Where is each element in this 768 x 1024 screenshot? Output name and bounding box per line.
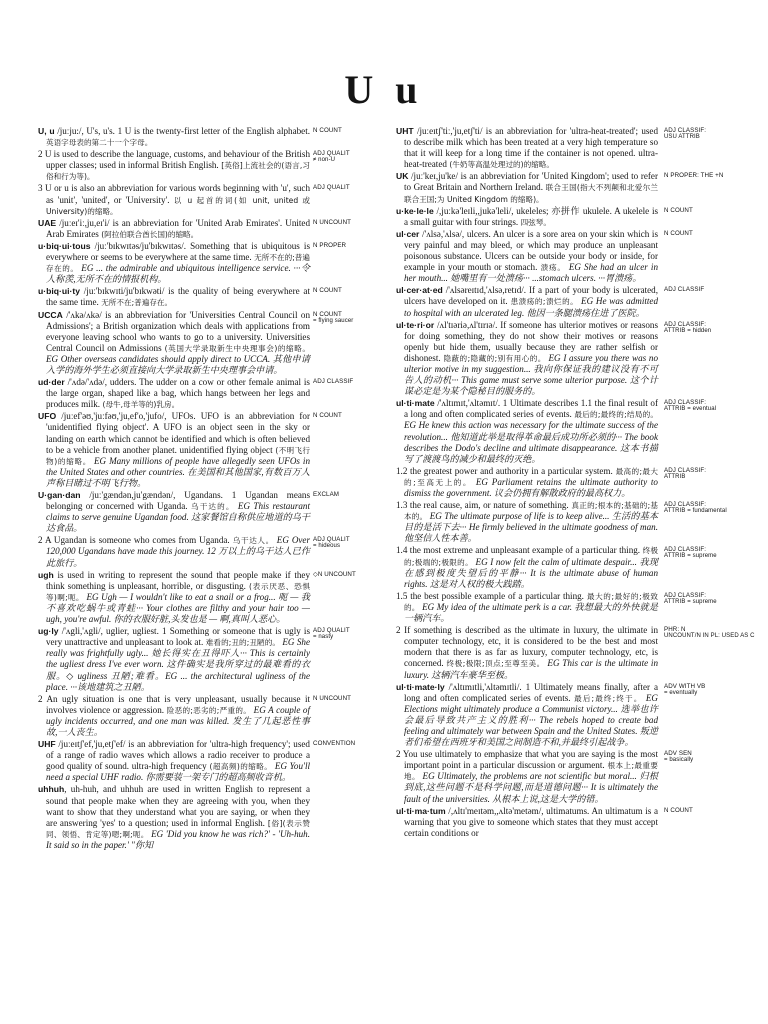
entry-definition: UFO is an abbreviation for 'unidentified flying object'. A UFO is an object seen in the sky or landing on earth which cannot be identified and which is often believed to be a vehicle from another planet. unidentified flying object (46, 411, 310, 455)
grammar-label (313, 695, 351, 702)
entry-translation: 患溃疡的;溃烂的。 (507, 297, 579, 307)
entry-translation: 英语字母表的第二十一个字母。 (46, 138, 153, 148)
entry-headword: UK (396, 171, 409, 182)
grammar-label-text: ADJ CLASSIF: (664, 546, 707, 553)
grammar-label (664, 399, 716, 414)
dictionary-entry (396, 591, 658, 624)
entry-definition: An ultimatum is a warning that you give to someone which states that they must accept certain conditions or (404, 805, 658, 838)
entry-translation: 无所不在;普遍存在。 (98, 298, 173, 308)
entry-headword: uhhuh (38, 784, 65, 795)
entry-translation: 根本上;最重要地。 (404, 761, 658, 782)
grammar-label-text: EXCLAM (313, 491, 340, 498)
right-grammar-margin (664, 126, 755, 1022)
entry-headword: U, u (38, 126, 55, 136)
grammar-label (313, 536, 350, 551)
entry-definition: are used in written English to represent a sound that people make when they are agreeing with you, when they want to show that they understand what you are saying, or when they are answering 'yes' to a question; used in informal English. (46, 784, 310, 828)
dictionary-entry (38, 784, 310, 851)
entry-example: EG The ultimate purpose of life is to keep alive... 生活的基本目的是活下去··· He firmly believed in the ultimate goodness of man. 他坚信人性本善。 (404, 511, 658, 544)
grammar-label-text: ADV SEN (664, 750, 692, 757)
dictionary-entry (38, 626, 310, 693)
entry-pronunciation: /'ʌltɪmɪtli,'ʌltəmɪtli/. (444, 681, 522, 692)
grammar-label-text: N PROPER (313, 242, 347, 249)
entry-example: EG Ultimately, the problems are not scientific but moral... 归根到底,这些问题不是科学问题,而是道德问题··· It is ultimately the fault of the universities. 从根本上说,这是大学的错。 (404, 771, 659, 804)
right-column (396, 126, 658, 1022)
entry-definition: 2 U is used to describe the language, customs, and behaviour of the British upper classes; used in informal British English. (38, 149, 310, 171)
grammar-label (313, 378, 353, 385)
entry-definition: 1.4 the most extreme and unpleasant example of a particular thing. (396, 545, 641, 556)
grammar-label-text: ADJ CLASSIF: (664, 592, 707, 599)
entry-headword: u·biq·ui·tous (38, 240, 91, 251)
entry-pronunciation: /juːeɪtʃ'ef,'ju,etʃ'ef/ (55, 739, 126, 750)
entry-headword: UFO (38, 411, 57, 422)
dictionary-entry (396, 320, 658, 398)
entry-definition: 2 A Ugandan is someone who comes from Uganda. (38, 535, 230, 546)
entry-definition: is an abbreviation for 'ultra-high frequency'; used of a range of radio waves which allows a radio receiver to produce a good quality of sound. ultra-high frequency (46, 739, 310, 772)
entry-pronunciation: /juː'keɪ,ju'ke/ (408, 171, 458, 182)
entry-translation: 乌干达人。 (229, 536, 274, 546)
entry-pronunciation: /'ʌlsə,'ʌlsə/, ulcers. (419, 228, 491, 239)
grammar-label (664, 230, 693, 237)
entry-translation: (牛奶等高温处理过的)的缩略。 (446, 160, 554, 170)
entry-translation: 溃疡。 (537, 263, 566, 273)
grammar-label-text: ADJ QUALIT (313, 627, 350, 634)
grammar-label (664, 626, 755, 641)
entry-headword: ul·cer (396, 228, 420, 239)
entry-translation: 乌干达的。 (187, 502, 235, 512)
grammar-label-text: N UNCOUNT (313, 695, 352, 702)
left-column (38, 126, 310, 1022)
grammar-label-note: ≠ non-U (313, 157, 336, 164)
entry-pronunciation: /'ʌgli,'ʌgli/, uglier, ugliest. (58, 626, 159, 637)
grammar-label-note: = basically (664, 757, 694, 764)
grammar-label-text: N COUNT (664, 230, 693, 237)
grammar-label (664, 807, 693, 814)
grammar-label-text: PHR: N (664, 626, 686, 633)
entry-definition: 3 U or u is also an abbreviation for various words beginning with 'u', such as 'unit', 'united', or 'University'. (38, 183, 310, 205)
entry-translation: 最后;最终;终于。 (570, 693, 643, 703)
entry-example: EG Many millions of people have allegedly seen UFOs in the United States and other countries. 在美国和其他国家,有数百万人声称目睹过不明飞行物。 (46, 455, 310, 488)
dictionary-entry (396, 682, 658, 749)
grammar-label-text: N COUNT (664, 807, 693, 814)
grammar-label (313, 184, 350, 191)
grammar-label (313, 127, 342, 134)
entry-example: EG She really was frightfully ugly... 她长得实在丑得吓人··· This is certainly the ugliest dress I've ever worn. 这件确实是我所穿过的最难看的衣服。◇ ugliness 丑陋;难看。EG ... the architectural ugliness of the place. ···该地建筑之丑陋。 (46, 637, 310, 692)
entry-definition: 1 U is the twenty-first letter of the English alphabet. (114, 126, 310, 136)
entry-translation: (母牛,母羊等的)乳房。 (100, 400, 180, 410)
entry-example: EG ... the admirable and ubiquitous intelligence service. ···令人称羡,无所不在的情报机构。 (46, 263, 310, 285)
grammar-label (664, 321, 711, 336)
dictionary-entry (38, 149, 310, 182)
dictionary-entry (396, 398, 658, 465)
entry-headword: ul·ti·mate·ly (396, 681, 445, 692)
dictionary-entry (396, 206, 658, 228)
entry-definition: Something that is ubiquitous is everywhere or seems to be everywhere at the same time. (46, 240, 310, 263)
entry-pronunciation: , uh-huh, and uhhuh (64, 784, 144, 795)
entry-headword: UHF (38, 739, 56, 750)
entry-definition: 1 Ultimate describes 1.1 the final result of a long and often complicated series of events. (404, 398, 658, 420)
entry-example: EG Parliament retains the ultimate authority to dismiss the government. 议会仍拥有解散政府的最高权力。 (404, 476, 658, 498)
dictionary-entry (38, 490, 310, 534)
entry-definition: The udder on a cow or other female animal is the large organ, shaped like a bag, which hangs between her legs and produces milk. (46, 377, 310, 410)
dictionary-entry (396, 545, 658, 589)
entry-definition: 2 You use ultimately to emphasize that what you are saying is the most important point in a particular discussion or argument. (396, 749, 658, 771)
entry-headword: U·gan·dan (38, 490, 81, 500)
dictionary-entry (396, 171, 658, 204)
grammar-label-text: CONVENTION (313, 740, 356, 747)
entry-example: EG 'Did you know he was rich?' - 'Uh-huh. It said so in the paper.' "你知 (46, 828, 310, 850)
grammar-label (664, 750, 693, 765)
entry-translation: (阿拉伯联合酋长国)的缩略。 (98, 229, 199, 239)
grammar-label-text: N UNCOUNT (313, 219, 352, 226)
entry-pronunciation: /juːef'əʊ,'juːfəʊ,'ju,ef'o,'jufo/, UFOs. (56, 411, 196, 422)
dictionary-entry (38, 411, 310, 489)
entry-definition: 亦拼作 ukulele. A ukelele is a small guitar with four strings. (404, 205, 659, 227)
grammar-label-text: ADJ CLASSIF: (664, 467, 707, 474)
entry-definition: is the quality of being everywhere at the same time. (46, 286, 310, 308)
entry-definition: is an abbreviation for 'Universities Central Council on Admissions'; a British organization which deals with applications from everyone leaving school who wants to go to a university. Universities Central Council on Admissions (46, 309, 310, 353)
entry-translation: (表示厌恶、恐惧等)啊;呃。 (46, 581, 310, 602)
entry-definition: 1.5 the best possible example of a particular thing. (396, 590, 584, 601)
grammar-label-text: N PROPER: THE +N (664, 172, 724, 179)
grammar-label (313, 627, 350, 642)
entry-translation: 最大的;最好的;极致的。 (404, 591, 658, 612)
grammar-label (664, 501, 727, 516)
entry-translation: 险恶的;恶劣的;严重的。 (164, 705, 252, 715)
entry-pronunciation: /'ʌkə/ʌkə/ (62, 309, 102, 320)
grammar-label-note: = eventually (664, 690, 698, 697)
entry-translation: 无所不在的;普遍存在的。 (46, 253, 310, 274)
entry-translation: 最后的;最终的;结局的。 (571, 410, 658, 420)
dictionary-entry (38, 377, 310, 410)
entry-headword: ul·ti·mate (396, 398, 435, 409)
grammar-label (664, 172, 723, 179)
dictionary-entry (396, 500, 658, 544)
dictionary-entry (38, 739, 310, 783)
entry-headword: ul·te·ri·or (396, 319, 435, 330)
grammar-label (313, 219, 351, 226)
entry-example: EG He knew this action was necessary for the ultimate success of the revolution... 他知道此举是取得革命最后成功所必须的··· The book describes the Dodo's decline and ultimate disappearance. 这本书描写了渡渡鸟的减少和最终的灭绝。 (404, 420, 658, 464)
grammar-label (313, 412, 342, 419)
grammar-label (313, 571, 356, 578)
dictionary-entry (38, 310, 310, 377)
grammar-label-note: = hideous (313, 543, 341, 550)
grammar-label-text: ADJ QUALIT (313, 536, 350, 543)
entry-example: EG I now felt the calm of ultimate despair... 我现在感到极度失望后的平静··· It is the ultimate abuse of human rights. 这是对人权的极大践踏。 (404, 556, 658, 589)
dictionary-entry (396, 285, 658, 318)
entry-example: EG She had an ulcer in her mouth... 她嘴里有一处溃疡··· ...stomach ulcers. ···胃溃疡。 (404, 262, 658, 284)
entry-pronunciation: /juːeɪtʃ'tiː,'ju,etʃ'ti/ (413, 126, 483, 136)
grammar-label-text: ADV WITH VB (664, 683, 706, 690)
entry-definition: An ulcer is a sore area on your skin which is very painful and may bleed, or which may produce an unpleasant poisonous substance. Ulcers can be outside your body or inside, for example in your mouth or stomach. (404, 228, 658, 273)
entry-pronunciation: /juː'gændən,ju'gændən/, Ugandans. (80, 490, 223, 500)
dictionary-entry (38, 126, 310, 148)
entry-translation: [英俗]上流社会的(语言,习俗和行为等)。 (46, 161, 310, 182)
entry-pronunciation: /juː'bɪkwɪtəs/ju'bɪkwɪtəs/. (90, 240, 187, 251)
grammar-label-text: ADJ CLASSIF (313, 378, 354, 385)
entry-example: EG This car is the ultimate in luxury. 这辆汽车豪华至极。 (404, 658, 658, 680)
left-grammar-margin (313, 126, 383, 1022)
entry-example: EG Elections might ultimately produce a Communist victory... 选举也许会最后导致共产主义的胜利··· The rebels hoped to create bad feeling and ultimately war between Spain and the United States. 叛逆者们希望在西班牙和美国之间制造不和,并最终引起战争。 (404, 692, 658, 748)
entry-translation: (不明飞行物)的缩略。 (46, 445, 310, 466)
dictionary-entry (396, 466, 658, 499)
entry-example: EG Ugh — I wouldn't like to eat a snail or a frog... 呃 — 我不喜欢吃蜗牛或青蛙··· Your clothes are filthy and your hair too — ugh, you're awful. 你的衣服好脏,头发也是 — 啊,真叫人恶心。 (46, 591, 310, 625)
entry-pronunciation: /juː'bɪkwɪti/ju'bɪkwəti/ (80, 286, 165, 297)
grammar-label-text: N COUNT (313, 412, 342, 419)
entry-definition: 1 Ultimately means finally, after a long and often complicated series of events. (404, 681, 658, 703)
grammar-label-note: ATTRIB = fundamental (664, 508, 727, 515)
entry-translation: 四弦琴。 (518, 217, 551, 227)
entry-pronunciation: /juːeɪ'iː,ju,eɪ'i/ (56, 217, 110, 228)
grammar-label-text: ADJ CLASSIF: (664, 321, 707, 328)
entry-translation: 联合王国(指大不列颠和北爱尔兰联合王国;为 United Kingdom 的缩略)。 (404, 183, 658, 204)
entry-headword: u·biq·ui·ty (38, 286, 80, 297)
entry-definition: 1 Ugandan means belonging or concerned with Uganda. (46, 490, 310, 512)
grammar-label (664, 207, 693, 214)
entry-headword: ul·ti·ma·tum (396, 805, 446, 816)
dictionary-entry (38, 286, 310, 308)
dictionary-entry (396, 806, 658, 839)
entry-definition: 1.3 the real cause, aim, or nature of something. (396, 500, 569, 511)
entry-example: EG He was admitted to hospital with an ulcerated leg. 他因一条腿溃疡住进了医院。 (404, 296, 658, 318)
grammar-label (313, 491, 339, 498)
entry-definition: is an abbreviation for 'United Arab Emirates'. United Arab Emirates (46, 217, 310, 239)
grammar-label-text: ADJ CLASSIF: (664, 501, 707, 508)
entry-pronunciation: /,ʌltɪ'meɪtəm,,ʌltə'metəm/, ultimatums. (445, 805, 590, 816)
entry-headword: UCCA (38, 309, 63, 320)
grammar-label-note: USU ATTRIB (664, 134, 700, 141)
grammar-label (664, 127, 706, 142)
grammar-label-note: ATTRIB (664, 474, 686, 481)
grammar-label (313, 311, 353, 326)
entry-headword: ul·cer·at·ed (396, 285, 443, 296)
entry-example: EG Over 120,000 Ugandans have made this journey. 12 万以上的乌干达人已作此旅行。 (46, 535, 311, 568)
entry-definition: 1.2 the greatest power and authority in a particular system. (396, 465, 613, 476)
entry-definition: 1 Something or someone that is ugly is very unattractive and unpleasant to look at. (46, 626, 310, 648)
entry-translation: 终极;极限;顶点;至尊至美。 (443, 659, 545, 669)
entry-definition: If someone has ulterior motives or reasons for doing something, they do not show their motives or reasons openly but hide them, usually because they are rather selfish or dishonest. (404, 319, 659, 363)
entry-pronunciation: /ʌl'tɪəriə,ʌl'tɪrɪə/. (434, 319, 498, 330)
dictionary-entry (396, 126, 658, 170)
entry-definition: 2 An ugly situation is one that is very unpleasant, usually because it involves violence or aggression. (38, 693, 310, 715)
entry-headword: UHT (396, 126, 414, 136)
entry-translation: 难看的;丑的;丑陋的。 (203, 638, 281, 648)
entry-pronunciation: /'ʌltɪmɪt,'ʌltəmɪt/. (434, 398, 501, 409)
dictionary-entry (396, 625, 658, 680)
grammar-label-text: ADJ QUALIT (313, 150, 350, 157)
entry-pronunciation: /,juːkə'leɪli,,jukə'leli/, ukeleles; (433, 205, 549, 216)
grammar-label-note: UNCOUNT/N IN PL: USED AS C (664, 633, 755, 640)
grammar-label-note: = nasty (313, 634, 334, 641)
dictionary-entry (38, 694, 310, 738)
dictionary-entry (38, 218, 310, 240)
dictionary-entry (396, 749, 658, 804)
dictionary-entry (38, 570, 310, 625)
grammar-label-note: ATTRIB = supreme (664, 553, 717, 560)
grammar-label-text: N COUNT (664, 207, 693, 214)
entry-example: EG Other overseas candidates should apply direct to UCCA. 其他申请入学的海外学生必须直接向大学录取新生中央理事会申请。 (46, 353, 310, 375)
grammar-label-text: ◇N UNCOUNT (313, 571, 356, 578)
entry-pronunciation: /'ʌlsəreɪtɪd,'ʌlsə,retɪd/. (442, 285, 527, 296)
grammar-label-text: N COUNT (313, 311, 342, 318)
entry-translation: 真正的;根本的;基础的;基本的。 (404, 501, 658, 522)
entry-headword: ud·der (38, 377, 65, 388)
grammar-label (664, 683, 705, 698)
grammar-label (664, 592, 717, 607)
grammar-label (313, 242, 346, 249)
entry-headword: ug·ly (38, 626, 59, 637)
entry-example: EG A couple of ugly incidents occurred, and one man was killed. 发生了几起恶性事故,一人丧生。 (46, 704, 310, 737)
entry-translation: [俗](表示赞同、领悟、肯定等)嗯;啊;呃。 (46, 818, 310, 839)
entry-example: EG My idea of the ultimate perk is a car. 我想最大的外快就是一辆汽车。 (404, 601, 658, 624)
entry-translation: (英国大学录取新生中央理事会)的缩略。 (161, 343, 310, 353)
entry-definition: If a part of your body is ulcerated, ulcers have developed on it. (404, 285, 659, 307)
entry-translation: 终极的;极端的;极限的。 (404, 546, 658, 567)
dictionary-entry (38, 241, 310, 285)
entry-definition: 2 If something is described as the ultimate in luxury, the ultimate in computer technology, etc, it is considered to be the best and most modern that there is as far as luxury, computer technology, etc, is concerned. (396, 625, 658, 669)
entry-headword: ugh (38, 569, 54, 580)
entry-translation: 最高的;最大的;至高无上的。 (404, 466, 658, 487)
grammar-label-text: ADJ QUALIT (313, 184, 350, 191)
entry-translation: (超高频)的缩略。 (206, 762, 273, 772)
entry-headword: UAE (38, 217, 57, 228)
entry-headword: u·ke·le·le (396, 205, 434, 216)
dictionary-entry (38, 183, 310, 216)
grammar-label (664, 546, 717, 561)
grammar-label (664, 286, 704, 293)
entry-definition: is an abbreviation for 'ultra-heat-treated'; used to describe milk which has been treated at a very high temperature so that it will keep for a long time if the container is not opened. ultra-heat-treated (404, 126, 659, 170)
entry-example: EG You'll need a special UHF radio. 你需要装一架专门的超高频收音机。 (46, 761, 310, 783)
grammar-label-note: ATTRIB = hidden (664, 328, 712, 335)
entry-translation: 以 u 起首的词(如 unit, united 或 University)的缩略。 (46, 195, 310, 216)
grammar-label (313, 150, 350, 165)
entry-definition: is used in writing to represent the sound that people make if they think something is unpleasant, horrible, or disgusting. (46, 569, 310, 591)
grammar-label-text: ADJ CLASSIF: (664, 399, 707, 406)
grammar-label (313, 287, 342, 294)
grammar-label-text: ADJ CLASSIF (664, 286, 705, 293)
page-title: U u (344, 67, 424, 112)
entry-translation: 隐蔽的;隐藏的;别有用心的。 (440, 353, 546, 363)
entry-pronunciation: /juːju:/, U's, u's. (54, 126, 115, 136)
dictionary-entry (38, 535, 310, 568)
dictionary-entry (396, 229, 658, 284)
grammar-label-text: N COUNT (313, 127, 342, 134)
grammar-label (664, 467, 706, 482)
entry-definition: is an abbreviation for 'United Kingdom'; used to refer to Great Britain and Northern Ireland. (404, 171, 658, 193)
entry-example: EG This restaurant claims to serve genuine Ugandan food. 这家餐馆自称供应地道的乌干达食品。 (46, 501, 311, 534)
grammar-label-text: ADJ CLASSIF: (664, 127, 707, 134)
grammar-label-note: ATTRIB = eventual (664, 406, 717, 413)
grammar-label-note: ATTRIB = supreme (664, 599, 717, 606)
grammar-label (313, 740, 355, 747)
grammar-label-note: = flying saucer (313, 318, 354, 325)
entry-pronunciation: /'ʌdə/'ʌdə/, udders. (64, 377, 137, 388)
entry-example: EG I assure you there was no ulterior motive in my suggestion... 我向你保证我的建议没有不可告人的动机··· This game must serve some ulterior purpose. 这个计谋必定是为某个隐秘目的服务的。 (404, 352, 658, 397)
grammar-label-text: N COUNT (313, 287, 342, 294)
